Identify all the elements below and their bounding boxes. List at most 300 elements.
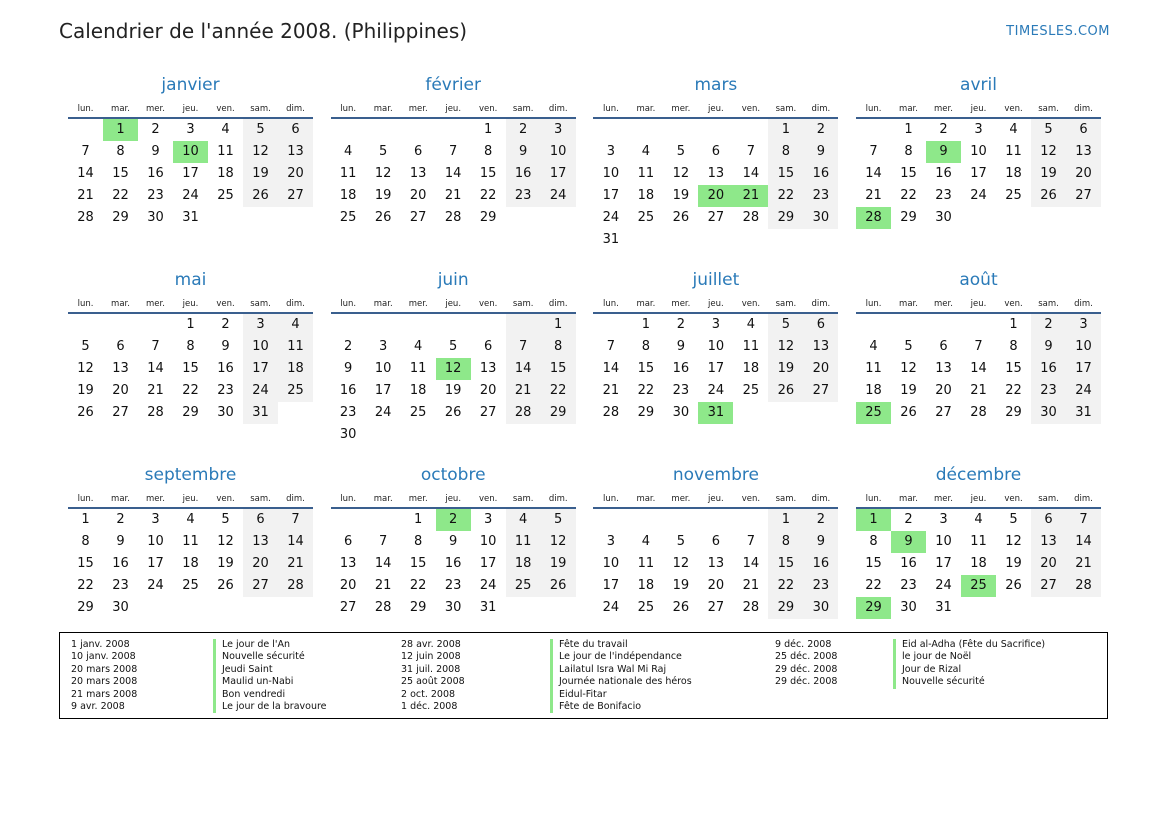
weekday-label: sam.	[512, 299, 534, 309]
weekday-label: dim.	[286, 494, 305, 504]
day-cell: 17	[707, 361, 725, 376]
day-cell: 16	[803, 553, 838, 575]
day-cell: 20	[1031, 553, 1066, 575]
weekday-label: mar.	[111, 494, 130, 504]
day-cell: 30	[672, 405, 690, 420]
empty-cell	[541, 207, 576, 229]
day-cell: 8	[541, 336, 576, 358]
day-cell: 11	[278, 336, 313, 358]
empty-cell	[628, 119, 663, 141]
day-cell: 19	[1031, 163, 1066, 185]
day-grid	[593, 314, 838, 424]
day-cell: 27	[707, 600, 725, 615]
day-cell: 13	[935, 361, 952, 376]
empty-cell	[541, 424, 576, 446]
weekday-label: dim.	[811, 104, 831, 114]
weekday-header	[68, 297, 313, 314]
brand-link[interactable]: TIMESLES.COM	[1006, 24, 1110, 39]
day-cell: 23	[339, 405, 357, 420]
day-cell: 2	[939, 122, 948, 137]
day-cell: 23	[112, 578, 129, 593]
day-cell: 22	[409, 578, 427, 593]
legend-holiday-name: Eid al-Adha (Fête du Sacrifice)	[893, 639, 1045, 651]
day-cell: 19	[672, 188, 690, 203]
day-cell: 4	[278, 314, 313, 336]
weekday-label: jeu.	[708, 494, 724, 504]
month-name: avril	[960, 75, 997, 95]
day-cell: 4	[186, 512, 195, 527]
day-cell: 7	[746, 144, 756, 159]
legend-holiday-name: Eidul-Fitar	[550, 689, 692, 701]
day-cell: 21	[1066, 553, 1101, 575]
day-cell: 23	[900, 578, 917, 593]
day-cell: 11	[742, 339, 760, 354]
day-cell: 24	[182, 188, 199, 203]
empty-cell	[331, 509, 366, 531]
legend-date: 20 mars 2008	[71, 663, 138, 675]
weekday-label: ven.	[741, 299, 761, 309]
weekday-label: mar.	[111, 104, 130, 114]
empty-cell	[628, 229, 663, 251]
day-cell: 19	[672, 578, 690, 593]
day-cell: 15	[409, 556, 427, 571]
month-2	[593, 74, 838, 252]
day-cell: 10	[707, 339, 725, 354]
day-cell: 13	[409, 166, 427, 181]
legend-date: 28 avr. 2008	[401, 639, 461, 650]
empty-cell	[68, 314, 103, 336]
legend-holiday-name: Jour de Rizal	[893, 664, 1045, 676]
day-cell: 7	[606, 339, 616, 354]
legend-dates-column	[71, 639, 137, 713]
day-cell: 1	[768, 119, 803, 141]
day-cell: 13	[707, 166, 725, 181]
day-cell: 30	[112, 600, 129, 615]
day-cell: 16	[803, 163, 838, 185]
day-cell: 14	[506, 358, 541, 380]
month-name: juin	[437, 270, 469, 290]
empty-cell	[68, 119, 103, 141]
day-cell: 26	[1031, 185, 1066, 207]
day-cell: 29	[479, 210, 497, 225]
day-cell: 14	[742, 556, 760, 571]
day-cell: 23	[1031, 380, 1066, 402]
day-cell: 16	[112, 556, 129, 571]
legend-holiday-name: Fête du travail	[550, 639, 692, 651]
day-cell: 4	[221, 122, 230, 137]
day-cell: 24	[147, 578, 164, 593]
empty-cell	[506, 424, 541, 446]
day-cell: 16	[506, 163, 541, 185]
day-cell: 24	[243, 380, 278, 402]
day-cell: 4	[506, 509, 541, 531]
day-cell: 13	[1066, 141, 1101, 163]
day-cell: 20	[112, 383, 129, 398]
legend-dates-column	[401, 639, 465, 713]
day-cell: 18	[742, 361, 760, 376]
weekday-label: ven.	[741, 104, 761, 114]
weekday-label: ven.	[479, 299, 498, 309]
day-cell: 25	[339, 210, 357, 225]
weekday-label: jeu.	[445, 104, 462, 114]
day-cell: 25	[637, 210, 655, 225]
empty-cell	[208, 597, 243, 619]
weekday-header	[68, 492, 313, 509]
day-cell: 14	[742, 166, 760, 181]
day-cell: 23	[217, 383, 234, 398]
month-name: mai	[174, 270, 207, 290]
day-cell: 24	[1066, 380, 1101, 402]
day-cell: 12	[1005, 534, 1022, 549]
day-cell: 4	[746, 317, 756, 332]
legend-names-column	[550, 639, 692, 713]
weekday-label: mer.	[408, 299, 428, 309]
day-cell: 28	[77, 210, 94, 225]
weekday-label: mer.	[408, 494, 428, 504]
day-cell: 18	[506, 553, 541, 575]
day-cell: 3	[606, 534, 616, 549]
month-1	[331, 74, 576, 252]
day-cell: 16	[672, 361, 690, 376]
day-cell: 26	[444, 405, 462, 420]
day-cell: 3	[379, 339, 388, 354]
empty-cell	[366, 119, 401, 141]
day-cell: 29	[768, 597, 803, 619]
day-cell: 24	[935, 578, 952, 593]
day-cell: 20	[707, 578, 725, 593]
day-grid	[68, 509, 313, 619]
day-cell: 2	[151, 122, 160, 137]
weekday-label: jeu.	[970, 299, 987, 309]
day-cell: 6	[803, 314, 838, 336]
weekday-label: jeu.	[708, 104, 724, 114]
day-cell: 22	[479, 188, 497, 203]
day-cell: 3	[186, 122, 195, 137]
day-cell: 26	[900, 405, 917, 420]
weekday-label: mer.	[146, 299, 165, 309]
legend-holiday-name: Nouvelle sécurité	[893, 676, 1045, 688]
legend-date: 29 déc. 2008	[775, 663, 838, 675]
holiday-day-cell: 29	[856, 597, 891, 619]
day-cell: 2	[904, 512, 913, 527]
legend-date: 25 déc. 2008	[775, 651, 838, 663]
day-cell: 12	[374, 166, 392, 181]
weekday-label: lun.	[340, 299, 357, 309]
empty-cell	[506, 314, 541, 336]
day-cell: 8	[1009, 339, 1018, 354]
legend-holiday-name: Lailatul Isra Wal Mi Raj	[550, 664, 692, 676]
day-cell: 9	[506, 141, 541, 163]
day-cell: 17	[602, 188, 620, 203]
empty-cell	[996, 597, 1031, 619]
day-cell: 4	[869, 339, 878, 354]
day-cell: 8	[869, 534, 878, 549]
day-cell: 9	[344, 361, 353, 376]
empty-cell	[366, 424, 401, 446]
empty-cell	[593, 509, 628, 531]
day-cell: 12	[217, 534, 234, 549]
day-cell: 9	[221, 339, 230, 354]
day-cell: 11	[182, 534, 199, 549]
day-cell: 11	[409, 361, 427, 376]
day-cell: 13	[1031, 531, 1066, 553]
day-cell: 2	[803, 509, 838, 531]
empty-cell	[663, 119, 698, 141]
day-cell: 20	[1066, 163, 1101, 185]
empty-cell	[436, 314, 471, 336]
day-cell: 19	[243, 163, 278, 185]
day-cell: 7	[81, 144, 90, 159]
day-cell: 18	[865, 383, 882, 398]
legend-holiday-name: Fête de Bonifacio	[550, 701, 692, 713]
empty-cell	[593, 314, 628, 336]
day-cell: 22	[900, 188, 917, 203]
day-cell: 27	[479, 405, 497, 420]
day-cell: 24	[707, 383, 725, 398]
day-cell: 6	[116, 339, 125, 354]
day-cell: 18	[217, 166, 234, 181]
weekday-label: jeu.	[970, 104, 987, 114]
day-cell: 2	[506, 119, 541, 141]
legend-date: 1 déc. 2008	[401, 701, 458, 713]
empty-cell	[803, 229, 838, 251]
day-cell: 25	[217, 188, 234, 203]
empty-cell	[663, 509, 698, 531]
empty-cell	[926, 314, 961, 336]
day-cell: 30	[147, 210, 164, 225]
weekday-header	[68, 102, 313, 119]
day-cell: 26	[768, 380, 803, 402]
day-cell: 15	[1005, 361, 1022, 376]
day-cell: 8	[484, 144, 493, 159]
day-cell: 23	[672, 383, 690, 398]
weekday-header	[593, 102, 838, 119]
day-cell: 27	[243, 575, 278, 597]
empty-cell	[173, 597, 208, 619]
month-7	[856, 269, 1101, 447]
day-cell: 21	[865, 188, 882, 203]
day-cell: 25	[637, 600, 655, 615]
day-grid	[593, 509, 838, 619]
day-cell: 26	[1005, 578, 1022, 593]
day-cell: 13	[479, 361, 497, 376]
empty-cell	[138, 314, 173, 336]
legend-date: 12 juin 2008	[401, 651, 461, 663]
day-cell: 19	[77, 383, 94, 398]
month-5	[331, 269, 576, 447]
weekday-label: sam.	[775, 104, 797, 114]
holiday-day-cell: 9	[891, 531, 926, 553]
day-cell: 25	[506, 575, 541, 597]
day-cell: 11	[339, 166, 357, 181]
day-cell: 28	[1066, 575, 1101, 597]
day-cell: 6	[711, 144, 721, 159]
legend-holiday-name: Le jour de l'An	[213, 639, 327, 651]
weekday-label: sam.	[250, 104, 271, 114]
day-cell: 31	[602, 232, 620, 247]
legend-date: 20 mars 2008	[71, 676, 138, 688]
legend-date: 29 déc. 2008	[775, 676, 838, 688]
day-cell: 16	[1031, 358, 1066, 380]
calendar-months	[68, 74, 1102, 626]
legend-names-column	[893, 639, 1045, 689]
holiday-day-cell: 25	[856, 402, 891, 424]
day-cell: 11	[1005, 144, 1022, 159]
empty-cell	[243, 597, 278, 619]
weekday-label: dim.	[548, 104, 568, 114]
day-cell: 22	[1005, 383, 1022, 398]
day-cell: 26	[243, 185, 278, 207]
day-cell: 28	[742, 210, 760, 225]
weekday-label: sam.	[1038, 299, 1059, 309]
empty-cell	[803, 402, 838, 424]
day-cell: 19	[768, 358, 803, 380]
month-9	[331, 464, 576, 642]
page-title: Calendrier de l'année 2008. (Philippines)	[59, 19, 468, 43]
day-grid	[331, 509, 576, 619]
weekday-label: mar.	[111, 299, 130, 309]
day-cell: 17	[602, 578, 620, 593]
empty-cell	[366, 314, 401, 336]
day-cell: 3	[151, 512, 160, 527]
day-cell: 14	[970, 361, 987, 376]
day-cell: 1	[641, 317, 651, 332]
empty-cell	[103, 314, 138, 336]
day-cell: 16	[217, 361, 234, 376]
day-cell: 26	[672, 600, 690, 615]
month-name: août	[959, 270, 998, 290]
day-cell: 29	[900, 210, 917, 225]
day-cell: 3	[243, 314, 278, 336]
day-cell: 23	[803, 185, 838, 207]
day-cell: 12	[768, 336, 803, 358]
legend-holiday-name: le jour de Noël	[893, 651, 1045, 663]
day-cell: 6	[1066, 119, 1101, 141]
day-cell: 10	[243, 336, 278, 358]
legend-date: 9 déc. 2008	[775, 639, 832, 650]
empty-cell	[768, 402, 803, 424]
day-cell: 20	[935, 383, 952, 398]
weekday-label: sam.	[250, 299, 271, 309]
day-cell: 21	[970, 383, 987, 398]
legend-holiday-name: Le jour de l'indépendance	[550, 651, 692, 663]
day-cell: 19	[374, 188, 392, 203]
month-4	[68, 269, 313, 447]
day-cell: 16	[444, 556, 462, 571]
day-cell: 17	[147, 556, 164, 571]
day-cell: 8	[904, 144, 913, 159]
day-cell: 7	[151, 339, 160, 354]
weekday-header	[593, 492, 838, 509]
legend-holiday-name: Journée nationale des héros	[550, 676, 692, 688]
day-cell: 2	[221, 317, 230, 332]
day-cell: 18	[182, 556, 199, 571]
day-cell: 6	[344, 534, 353, 549]
day-cell: 1	[768, 509, 803, 531]
empty-cell	[698, 119, 733, 141]
day-cell: 21	[147, 383, 164, 398]
day-cell: 8	[768, 531, 803, 553]
weekday-label: ven.	[479, 104, 498, 114]
day-cell: 6	[414, 144, 423, 159]
weekday-label: jeu.	[970, 494, 987, 504]
day-cell: 19	[900, 383, 917, 398]
day-cell: 22	[637, 383, 655, 398]
weekday-header	[593, 297, 838, 314]
day-cell: 5	[768, 314, 803, 336]
day-cell: 21	[506, 380, 541, 402]
day-cell: 22	[77, 578, 94, 593]
month-name: février	[425, 75, 482, 95]
day-cell: 20	[243, 553, 278, 575]
empty-cell	[471, 314, 506, 336]
day-cell: 20	[803, 358, 838, 380]
day-cell: 30	[803, 597, 838, 619]
empty-cell	[278, 207, 313, 229]
day-cell: 15	[768, 163, 803, 185]
day-cell: 5	[904, 339, 913, 354]
weekday-label: jeu.	[182, 494, 199, 504]
day-cell: 2	[1031, 314, 1066, 336]
day-cell: 5	[221, 512, 230, 527]
weekday-label: mar.	[373, 299, 393, 309]
day-cell: 13	[278, 141, 313, 163]
day-grid	[856, 509, 1101, 619]
day-cell: 10	[935, 534, 952, 549]
empty-cell	[436, 119, 471, 141]
day-cell: 24	[602, 600, 620, 615]
empty-cell	[1066, 207, 1101, 229]
weekday-label: lun.	[77, 299, 94, 309]
day-cell: 14	[865, 166, 882, 181]
empty-cell	[401, 119, 436, 141]
day-cell: 12	[672, 556, 690, 571]
legend-date: 21 mars 2008	[71, 688, 138, 700]
empty-cell	[733, 402, 768, 424]
day-cell: 22	[541, 380, 576, 402]
day-cell: 17	[1066, 358, 1101, 380]
day-cell: 18	[637, 578, 655, 593]
day-cell: 14	[77, 166, 94, 181]
day-cell: 13	[707, 556, 725, 571]
day-cell: 1	[1009, 317, 1018, 332]
day-cell: 13	[243, 531, 278, 553]
day-cell: 1	[186, 317, 195, 332]
weekday-label: dim.	[548, 299, 568, 309]
day-cell: 19	[541, 553, 576, 575]
day-cell: 12	[900, 361, 917, 376]
day-cell: 19	[1005, 556, 1022, 571]
legend-holiday-name: Nouvelle sécurité	[213, 651, 327, 663]
day-cell: 9	[676, 339, 686, 354]
month-3	[856, 74, 1101, 252]
day-cell: 13	[339, 556, 357, 571]
holiday-day-cell: 31	[698, 402, 733, 424]
day-cell: 22	[768, 575, 803, 597]
day-cell: 30	[444, 600, 462, 615]
weekday-label: lun.	[602, 299, 619, 309]
weekday-label: ven.	[1004, 104, 1023, 114]
day-cell: 27	[339, 600, 357, 615]
day-cell: 15	[637, 361, 655, 376]
empty-cell	[541, 597, 576, 619]
day-cell: 10	[602, 556, 620, 571]
weekday-header	[331, 492, 576, 509]
legend-date: 10 janv. 2008	[71, 651, 136, 663]
day-cell: 19	[217, 556, 234, 571]
day-cell: 24	[374, 405, 392, 420]
empty-cell	[138, 597, 173, 619]
